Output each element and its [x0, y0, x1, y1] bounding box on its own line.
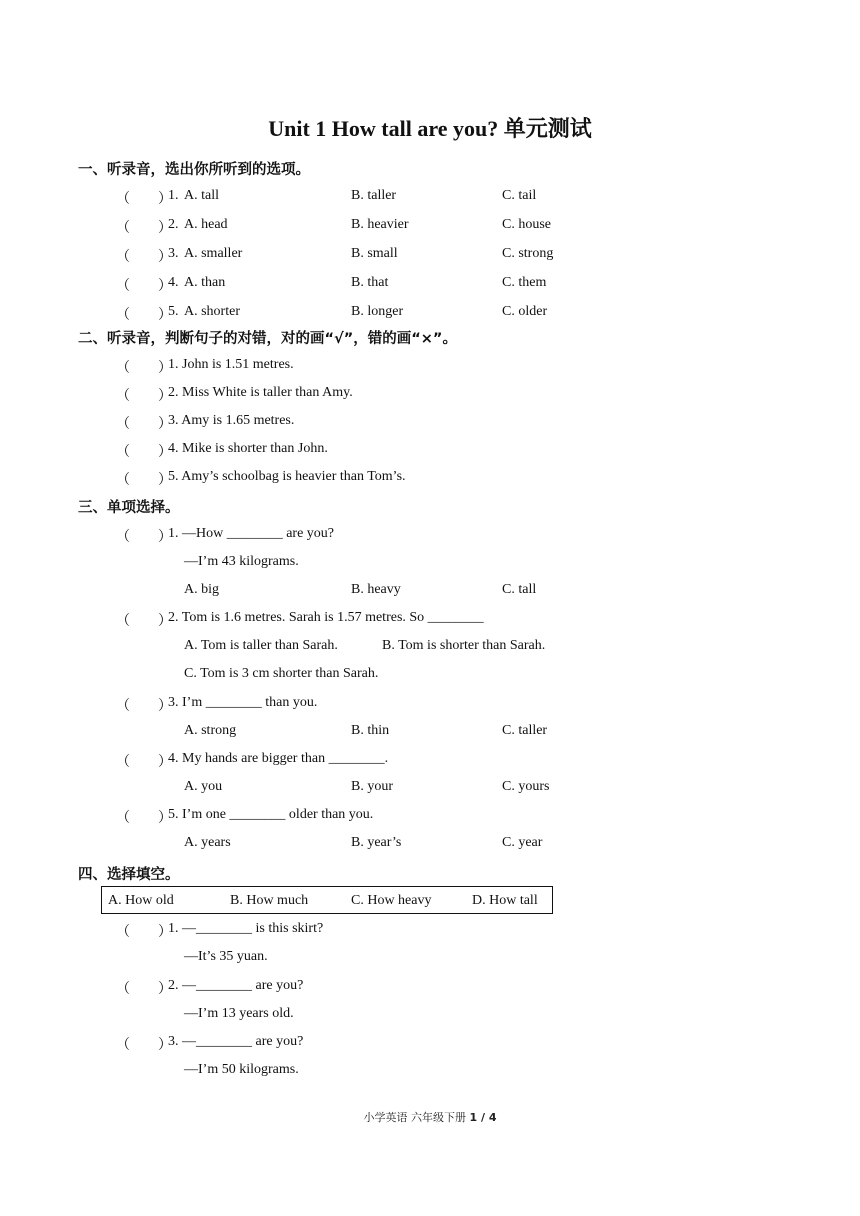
option-b: B. taller	[351, 188, 397, 203]
s1-question-4	[0, 275, 860, 297]
page-footer	[0, 1109, 860, 1125]
statement-text: 4. Mike is shorter than John.	[168, 441, 328, 456]
option-b: B. heavier	[351, 217, 409, 232]
option-b: B. small	[351, 246, 398, 261]
word-bank-option-c: C. How heavy	[351, 893, 432, 908]
option-a: A. strong	[184, 723, 237, 738]
statement-text: 2. Miss White is taller than Amy.	[168, 385, 353, 400]
option-b: B. your	[351, 779, 393, 794]
option-a: A. big	[184, 582, 219, 597]
option-a: A. than	[184, 275, 226, 290]
option-a: A. head	[184, 217, 228, 232]
answer-blank[interactable]: （ ）	[116, 361, 172, 376]
question-text: 4. My hands are bigger than ________.	[168, 751, 389, 766]
question-text: 2. —________ are you?	[168, 978, 304, 993]
answer-blank[interactable]: （ ）	[116, 811, 172, 826]
word-bank-option-d: D. How tall	[472, 893, 538, 908]
answer-blank[interactable]: （ ）	[116, 389, 172, 404]
s4-question-3	[0, 1034, 860, 1056]
question-number: 2.	[168, 217, 179, 232]
question-number: 1.	[168, 188, 179, 203]
option-b: B. that	[351, 275, 389, 290]
s3-question-5-options	[0, 835, 860, 857]
option-c: C. older	[502, 304, 548, 319]
option-c: C. yours	[502, 779, 550, 794]
option-c: C. strong	[502, 246, 554, 261]
s3-question-3	[0, 695, 860, 717]
answer-blank[interactable]: （ ）	[116, 530, 172, 545]
answer-blank[interactable]: （ ）	[116, 1038, 172, 1053]
s3-question-4	[0, 751, 860, 773]
s3-question-1-options	[0, 582, 860, 604]
option-a: A. years	[184, 835, 231, 850]
s4-question-1-reply	[0, 949, 860, 971]
s3-question-4-options	[0, 779, 860, 801]
option-c: C. year	[502, 835, 543, 850]
answer-blank[interactable]: （ ）	[116, 699, 172, 714]
option-a: A. smaller	[184, 246, 243, 261]
reply-text: —I’m 43 kilograms.	[184, 554, 299, 569]
question-text: 1. —________ is this skirt?	[168, 921, 324, 936]
statement-text: 1. John is 1.51 metres.	[168, 357, 294, 372]
s1-question-1	[0, 188, 860, 210]
question-text: 3. I’m ________ than you.	[168, 695, 318, 710]
option-c: C. taller	[502, 723, 548, 738]
section-3-heading: 三、单项选择。	[78, 500, 180, 516]
statement-text: 5. Amy’s schoolbag is heavier than Tom’s.	[168, 469, 406, 484]
option-c: C. tall	[502, 582, 537, 597]
option-a: A. Tom is taller than Sarah.	[184, 638, 338, 653]
s2-statement-1	[0, 357, 860, 379]
s1-question-3	[0, 246, 860, 268]
section-4-heading: 四、选择填空。	[78, 867, 180, 883]
s1-question-2	[0, 217, 860, 239]
s4-question-2-reply	[0, 1006, 860, 1028]
s3-question-2-options-ab	[0, 638, 860, 660]
page-number: 1 / 4	[469, 1111, 497, 1124]
answer-blank[interactable]: （ ）	[116, 192, 172, 207]
option-c: C. them	[502, 275, 547, 290]
s3-question-2-option-c	[0, 666, 860, 688]
option-a: A. shorter	[184, 304, 240, 319]
word-bank-option-b: B. How much	[230, 893, 309, 908]
option-a: A. tall	[184, 188, 219, 203]
s1-question-5	[0, 304, 860, 326]
answer-blank[interactable]: （ ）	[116, 279, 172, 294]
reply-text: —I’m 50 kilograms.	[184, 1062, 299, 1077]
reply-text: —I’m 13 years old.	[184, 1006, 294, 1021]
option-b: B. Tom is shorter than Sarah.	[382, 638, 546, 653]
s3-question-1-reply	[0, 554, 860, 576]
s3-question-5	[0, 807, 860, 829]
page-title: Unit 1 How tall are you? 单元测试	[268, 116, 592, 141]
option-c: C. tail	[502, 188, 537, 203]
s2-statement-2	[0, 385, 860, 407]
question-text: 2. Tom is 1.6 metres. Sarah is 1.57 metres. So ________	[168, 610, 484, 625]
s2-statement-3	[0, 413, 860, 435]
s2-statement-5	[0, 469, 860, 491]
footer-subject: 小学英语 六年级下册	[363, 1111, 466, 1124]
option-c: C. house	[502, 217, 551, 232]
answer-blank[interactable]: （ ）	[116, 308, 172, 323]
answer-blank[interactable]: （ ）	[116, 614, 172, 629]
word-bank-box	[101, 886, 553, 914]
answer-blank[interactable]: （ ）	[116, 473, 172, 488]
answer-blank[interactable]: （ ）	[116, 250, 172, 265]
s4-question-1	[0, 921, 860, 943]
statement-text: 3. Amy is 1.65 metres.	[168, 413, 295, 428]
word-bank-option-a: A. How old	[108, 893, 174, 908]
answer-blank[interactable]: （ ）	[116, 755, 172, 770]
answer-blank[interactable]: （ ）	[116, 445, 172, 460]
s3-question-1	[0, 526, 860, 548]
s3-question-2	[0, 610, 860, 632]
question-number: 4.	[168, 275, 179, 290]
question-text: 3. —________ are you?	[168, 1034, 304, 1049]
reply-text: —It’s 35 yuan.	[184, 949, 268, 964]
option-b: B. heavy	[351, 582, 401, 597]
option-c: C. Tom is 3 cm shorter than Sarah.	[184, 666, 379, 681]
option-b: B. longer	[351, 304, 404, 319]
question-text: 1. —How ________ are you?	[168, 526, 335, 541]
option-a: A. you	[184, 779, 223, 794]
question-number: 5.	[168, 304, 179, 319]
answer-blank[interactable]: （ ）	[116, 221, 172, 236]
section-1-heading: 一、听录音，选出你所听到的选项。	[78, 162, 310, 178]
s4-question-3-reply	[0, 1062, 860, 1084]
option-b: B. thin	[351, 723, 390, 738]
s4-question-2	[0, 978, 860, 1000]
answer-blank[interactable]: （ ）	[116, 417, 172, 432]
section-2-heading: 二、听录音，判断句子的对错，对的画“√”，错的画“×”。	[78, 331, 457, 347]
question-text: 5. I’m one ________ older than you.	[168, 807, 374, 822]
s3-question-3-options	[0, 723, 860, 745]
option-b: B. year’s	[351, 835, 402, 850]
answer-blank[interactable]: （ ）	[116, 925, 172, 940]
s2-statement-4	[0, 441, 860, 463]
answer-blank[interactable]: （ ）	[116, 982, 172, 997]
question-number: 3.	[168, 246, 179, 261]
